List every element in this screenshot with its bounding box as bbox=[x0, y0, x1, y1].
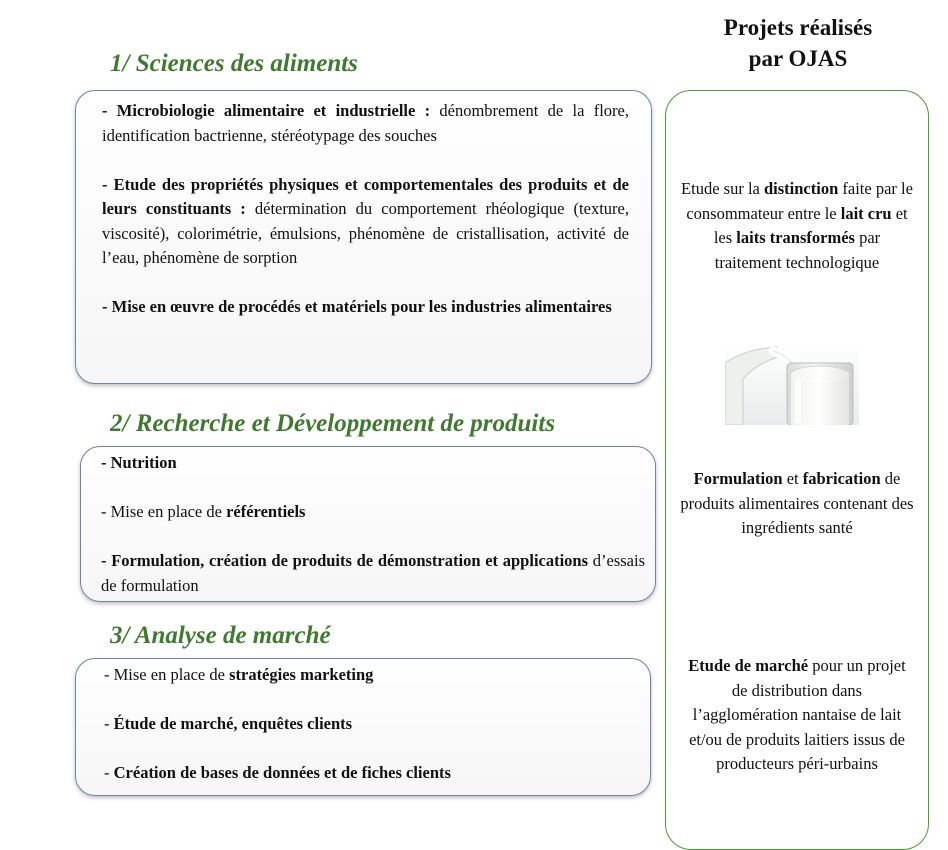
section-title-food-science: 1/ Sciences des aliments bbox=[110, 50, 358, 77]
list-item: - Mise en place de stratégies marketing bbox=[104, 665, 374, 684]
list-item: - Microbiologie alimentaire et industrielle : dénombrement de la flore, identification bactrienne, stéréotypage des souches bbox=[102, 101, 629, 145]
project-milk-distinction: Etude sur la distinction faite par le consommateur entre le lait cru et les laits transformés par traitement technologique bbox=[681, 179, 913, 272]
rnd-box bbox=[80, 446, 656, 602]
list-item: - Nutrition bbox=[101, 453, 177, 472]
list-item: - Formulation, création de produits de démonstration et applications d’essais de formulation bbox=[101, 551, 645, 595]
section-title-market-analysis: 3/ Analyse de marché bbox=[110, 622, 331, 649]
list-item: - Etude des propriétés physiques et comportementales des produits et de leurs constituants : détermination du comportement rhéologique (texture, viscosité), colorimétrie, émulsions, phénomène de cristallisation, activité de l’eau, phénomène de sorption bbox=[102, 174, 629, 267]
project-market-study: Etude de marché pour un projet de distribution dans l’agglomération nantaise de lait et/ou de produits laitiers issus de producteurs péri-urbains bbox=[688, 656, 906, 773]
list-item: - Mise en place de référentiels bbox=[101, 502, 306, 521]
section-title-rnd: 2/ Recherche et Développement de produits bbox=[110, 410, 556, 437]
market-analysis-box bbox=[75, 658, 651, 796]
sidebar-title: Projets réalisés par OJAS bbox=[723, 15, 873, 71]
list-item: - Création de bases de données et de fiches clients bbox=[104, 763, 451, 782]
project-health-formulation: Formulation et fabrication de produits alimentaires contenant des ingrédients santé bbox=[680, 469, 914, 537]
food-science-box bbox=[75, 90, 652, 384]
list-item: - Étude de marché, enquêtes clients bbox=[104, 714, 353, 733]
milk-pouring-glass-image bbox=[725, 343, 859, 425]
projects-sidebar bbox=[665, 90, 929, 850]
list-item: - Mise en œuvre de procédés et matériels pour les industries alimentaires bbox=[102, 297, 612, 316]
